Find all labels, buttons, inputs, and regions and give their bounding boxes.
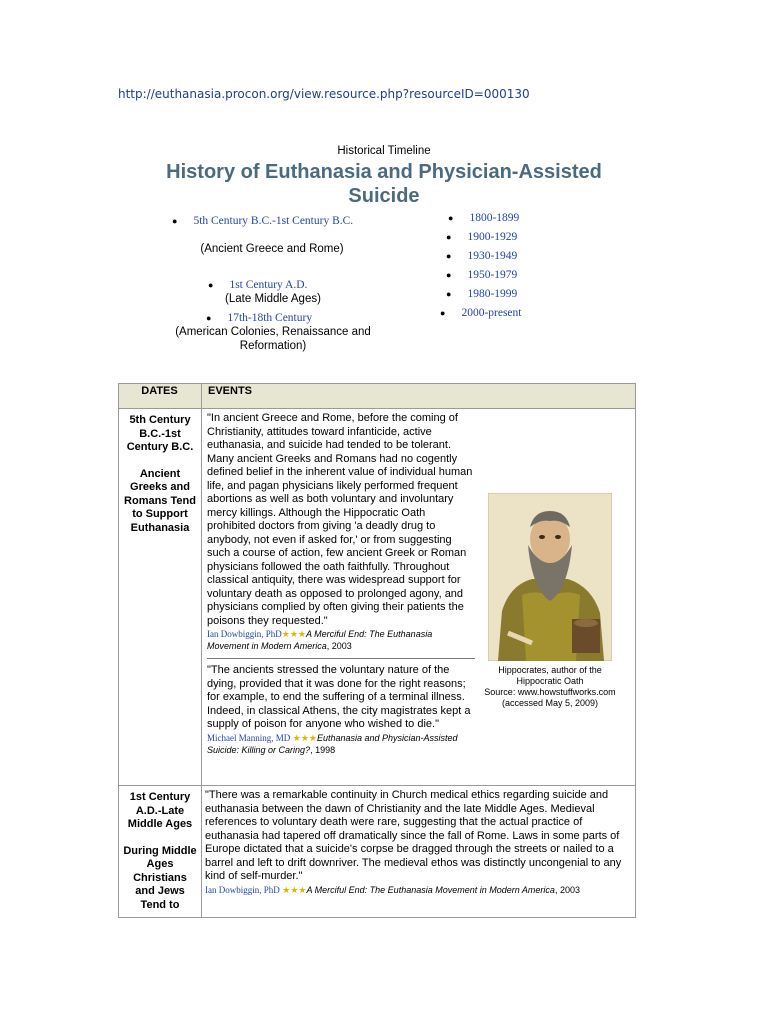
toc-year-item: ● 1900-1929 <box>446 231 518 243</box>
row-date-middle-ages <box>119 786 202 918</box>
citation-year: , 1998 <box>310 744 336 755</box>
toc-year-item: ● 1950-1979 <box>446 269 518 281</box>
row-heading: Ancient Greeks and Romans Tend to Support Euthanasia <box>124 467 196 534</box>
rating-stars-icon: ★★★ <box>292 732 317 743</box>
page-title: History of Euthanasia and Physician-Assisted Suicide <box>166 161 602 207</box>
rating-stars-icon: ★★★ <box>282 884 307 895</box>
toc-year-item: ● 1980-1999 <box>446 288 518 300</box>
toc-item-17th-century: ● 17th-18th Century <box>206 312 313 324</box>
row-heading: During Middle Ages Christians and Jews Tend to <box>123 844 197 911</box>
quote-dowbiggin: "In ancient Greece and Rome, before the coming of Christianity, attitudes toward infanticide, active euthanasia, and suicide had tended to be tolerant. Many ancient Greeks and Romans had no cogently defined belief in the inherent value of individual human life, and pagan physicians likely performed frequent abortions as well as both voluntary and involuntary mercy killings. Although the Hippocratic Oath prohibited doctors from giving 'a deadly drug to anybody, not even if asked for,' or from suggesting such a course of action, few ancient Greek or Roman physicians followed the oath faithfully. Throughout classical antiquity, there was widespread support for voluntary death as opposed to prolonged agony, and physicians complied by often giving their patients the poisons they requested." <box>207 412 473 627</box>
toc-item-ancient: ● 5th Century B.C.-1st Century B.C. <box>172 215 354 227</box>
row-date-label: 1st Century A.D.-Late Middle Ages <box>127 791 193 830</box>
toc-link-1st-century[interactable]: 1st Century A.D. <box>229 279 308 291</box>
quote-dowbiggin-church: "There was a remarkable continuity in Church medical ethics regarding suicide and euthanasia between the dawn of Christianity and the late Middle Ages. Medieval references to voluntary death were rare, suggesting that the actual practice of euthanasia had tapered off dramatically since the fall of Rome. Laws in some parts of Europe dictated that a suicide's corpse be dragged through the streets or nailed to a barrel and left to drift downriver. The medieval ethos was distinctly uncongenial to any kind of self-murder." <box>205 789 622 882</box>
timeline-table <box>118 383 636 918</box>
quote-divider <box>207 658 475 659</box>
toc-link-1800[interactable]: 1800-1899 <box>469 212 520 224</box>
rating-stars-icon: ★★★ <box>281 629 306 639</box>
toc-link-1950[interactable]: 1950-1979 <box>467 269 518 281</box>
toc-year-item: ● 1800-1899 <box>448 212 520 224</box>
citation-dowbiggin <box>207 628 475 652</box>
figure-source: Source: www.howstuffworks.com (accessed May 5, 2009) <box>484 687 616 708</box>
header-dates: DATES <box>119 384 202 409</box>
source-url-link[interactable]: http://euthanasia.procon.org/view.resource.php?resourceID=000130 <box>118 87 530 101</box>
toc-year-list <box>440 212 522 326</box>
toc-year-item: ● 1930-1949 <box>446 250 518 262</box>
row-events-middle-ages <box>202 786 636 918</box>
citation-manning <box>207 732 475 756</box>
toc-link-5th-century[interactable]: 5th Century B.C.-1st Century B.C. <box>193 215 354 227</box>
toc-link-1900[interactable]: 1900-1929 <box>467 231 518 243</box>
table-row <box>119 786 636 918</box>
toc-note-ancient: (Ancient Greece and Rome) <box>200 243 344 255</box>
citation-year: , 2003 <box>326 641 352 651</box>
citation-author: Ian Dowbiggin, PhD <box>205 884 280 895</box>
quote-manning: "The ancients stressed the voluntary nature of the dying, provided that it was done for the right reasons; for example, to end the suffering of a terminal illness. Indeed, in classical Athens, the city magistrates kept a supply of poison for anyone who wished to die." <box>207 664 471 730</box>
hippocrates-figure <box>484 493 616 709</box>
row-date-label: 5th Century B.C.-1st Century B.C. <box>126 414 194 453</box>
row-events-ancient <box>202 409 636 786</box>
toc-link-1980[interactable]: 1980-1999 <box>467 288 518 300</box>
figure-caption: Hippocrates, author of the Hippocratic Oath <box>498 665 602 686</box>
toc-item-1st-century: ● 1st Century A.D. <box>208 279 308 291</box>
table-row <box>119 409 636 786</box>
page-subtitle: Historical Timeline <box>337 145 431 157</box>
hippocrates-portrait-image <box>488 493 612 661</box>
toc-link-17th-century[interactable]: 17th-18th Century <box>227 312 313 324</box>
citation-work: Euthanasia and Physician-Assisted Suicide: Killing or Caring? <box>207 732 458 755</box>
toc-note-renaissance: (American Colonies, Renaissance and Reformation) <box>175 326 371 352</box>
citation-work: A Merciful End: The Euthanasia Movement in Modern America <box>207 629 433 651</box>
toc-note-middle-ages: (Late Middle Ages) <box>225 293 321 305</box>
citation-author: Ian Dowbiggin, PhD <box>207 629 282 639</box>
citation-dowbiggin-2 <box>205 884 632 896</box>
table-header-row <box>119 384 636 409</box>
header-events: EVENTS <box>202 384 636 409</box>
row-date-ancient <box>119 409 202 786</box>
citation-author: Michael Manning, MD <box>207 732 291 743</box>
toc-link-1930[interactable]: 1930-1949 <box>467 250 518 262</box>
toc-link-2000[interactable]: 2000-present <box>461 307 522 319</box>
citation-year: , 2003 <box>554 884 580 895</box>
citation-work: A Merciful End: The Euthanasia Movement in Modern America <box>306 884 555 895</box>
toc-year-item: ● 2000-present <box>440 307 522 319</box>
